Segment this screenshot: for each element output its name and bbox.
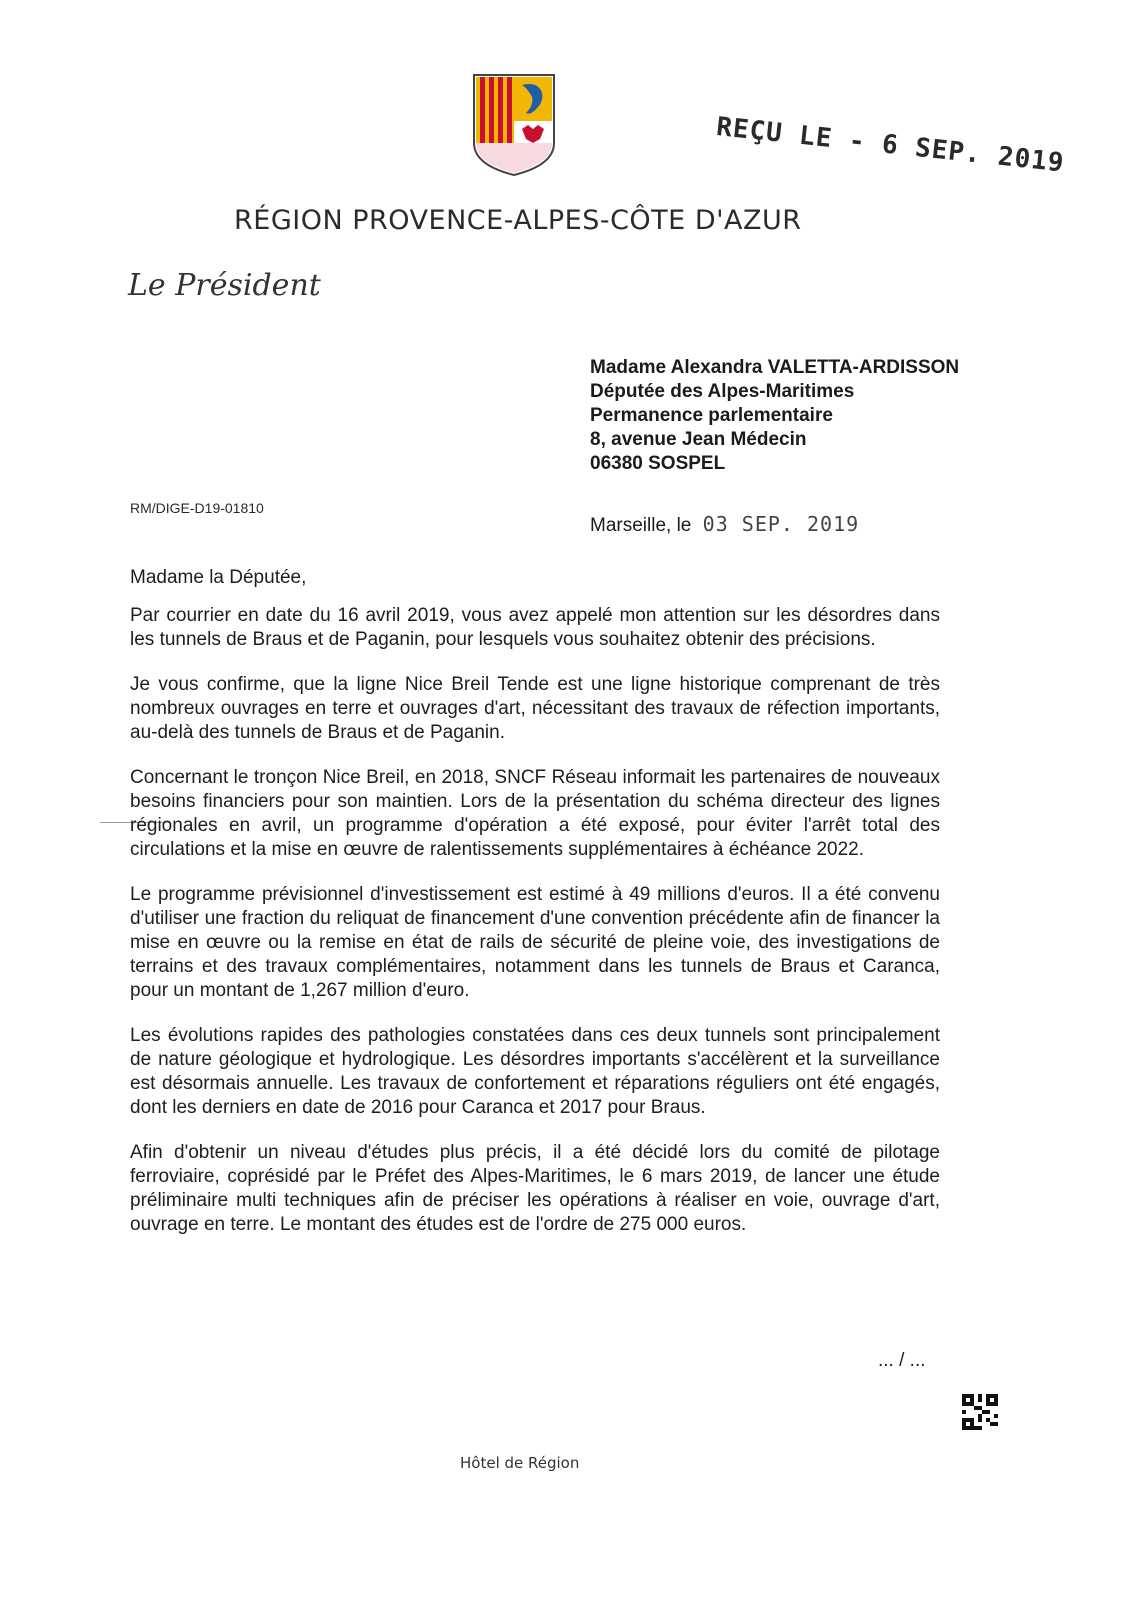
salutation: Madame la Députée, xyxy=(130,567,307,588)
place-date-line xyxy=(590,512,859,537)
paragraph: Le programme prévisionnel d'investissement est estimé à 49 millions d'euros. Il a été convenu d'utiliser une fraction du reliquat de financement d'une convention précédente afin de financer la mise en œuvre ou la remise en état de rails de sécurité de pleine voie, des investigations de terrains et des travaux complémentaires, notamment dans les tunnels de Braus et Caranca, pour un montant de 1,267 million d'euro. xyxy=(130,884,940,1001)
reference-number: RM/DIGE-D19-01810 xyxy=(130,500,264,516)
received-stamp: REÇU LE - 6 SEP. 2019 xyxy=(714,112,1066,179)
paragraph: Afin d'obtenir un niveau d'études plus précis, il a été décidé lors du comité de pilotage ferroviaire, coprésidé par le Préfet des Alpes-Maritimes, le 6 mars 2019, de lancer une étude préliminaire multi techniques afin de préciser les opérations à réaliser en voie, ouvrage d'art, ouvrage en terre. Le montant des études est de l'ordre de 275 000 euros. xyxy=(130,1142,940,1235)
continued-marker: ... / ... xyxy=(878,1350,926,1371)
place-label: Marseille, le xyxy=(590,515,692,536)
qr-code-icon xyxy=(962,1394,998,1430)
recipient-address xyxy=(590,356,959,476)
paragraph: Concernant le tronçon Nice Breil, en 2018, SNCF Réseau informait les partenaires de nouveaux besoins financiers pour son maintien. Lors de la présentation du schéma directeur des lignes régionales en avril, un programme d'opération a été exposé, pour éviter l'arrêt total des circulations et la mise en œuvre de ralentissements supplémentaires à échéance 2022. xyxy=(130,767,940,860)
letter-body xyxy=(130,604,940,1258)
paragraph: Par courrier en date du 16 avril 2019, vous avez appelé mon attention sur les désordres dans les tunnels de Braus et de Paganin, pour lesquels vous souhaitez obtenir des précisions. xyxy=(130,605,940,650)
recipient-office: Permanence parlementaire xyxy=(590,405,833,426)
footer-address: Hôtel de Région xyxy=(460,1454,580,1472)
region-coat-of-arms-icon xyxy=(472,73,556,177)
president-signature-title: Le Président xyxy=(128,268,321,303)
recipient-city: 06380 SOSPEL xyxy=(590,453,726,474)
recipient-street: 8, avenue Jean Médecin xyxy=(590,429,807,450)
catalan-stripes xyxy=(476,77,514,143)
region-title: RÉGION PROVENCE-ALPES-CÔTE D'AZUR xyxy=(234,205,802,236)
recipient-title: Députée des Alpes-Maritimes xyxy=(590,381,855,402)
date-stamp: 03 SEP. 2019 xyxy=(702,512,860,536)
paragraph: Les évolutions rapides des pathologies constatées dans ces deux tunnels sont principalement de nature géologique et hydrologique. Les désordres importants s'accélèrent et la surveillance est désormais annuelle. Les travaux de confortement et réparations réguliers ont été engagés, dont les derniers en date de 2016 pour Caranca et 2017 pour Braus. xyxy=(130,1025,940,1118)
paragraph: Je vous confirme, que la ligne Nice Breil Tende est une ligne historique comprenant de très nombreux ouvrages en terre et ouvrages d'art, nécessitant des travaux de réfection importants, au-delà des tunnels de Braus et de Paganin. xyxy=(130,674,940,743)
recipient-name: Madame Alexandra VALETTA-ARDISSON xyxy=(590,357,960,378)
